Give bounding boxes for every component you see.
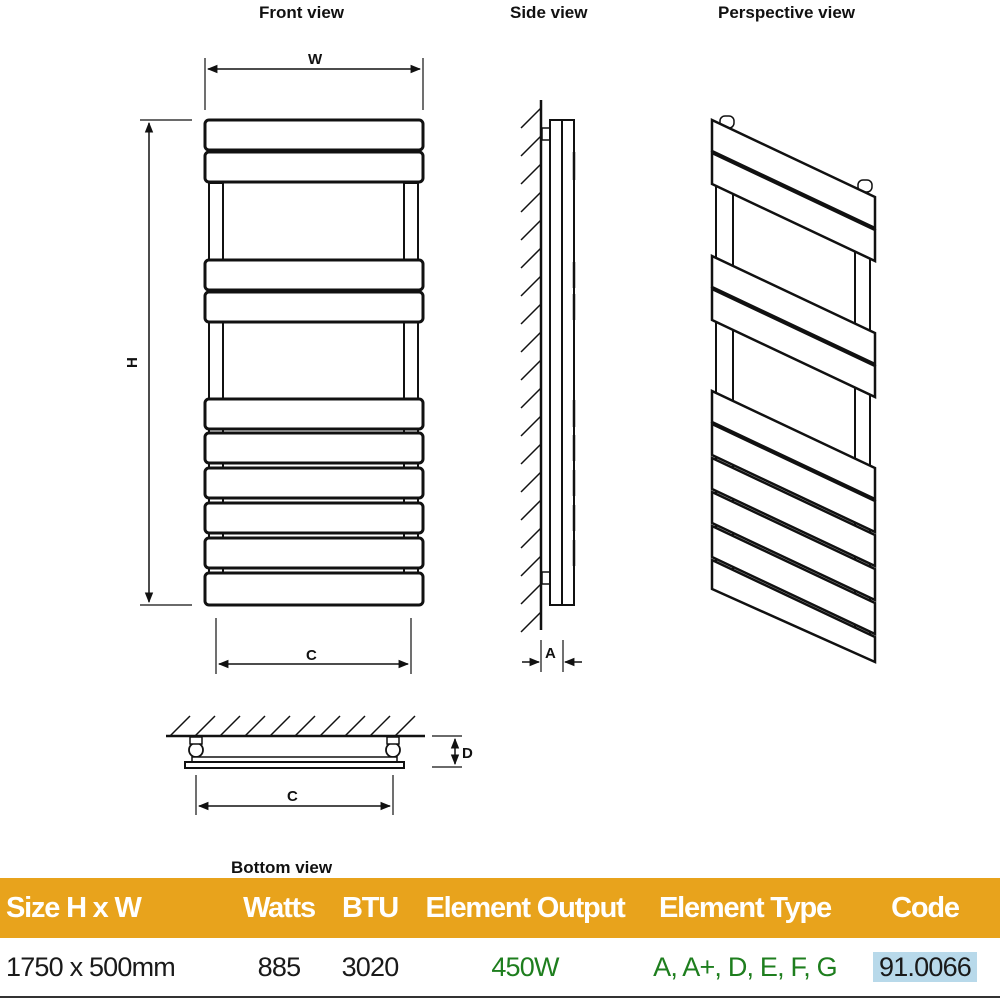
width-label: W [308,51,323,68]
front-view-title: Front view [259,3,345,22]
front-bar [205,152,423,182]
cell-size: 1750 x 500mm [0,938,228,997]
cell-watts: 885 [228,938,330,997]
bottom-centres-label: C [287,788,298,805]
front-bar [205,120,423,150]
cell-btu: 3020 [330,938,410,997]
side-panel [562,120,574,605]
header-code: Code [850,878,1000,938]
front-bar [205,433,423,463]
side-view [521,100,582,672]
perspective-view-title: Perspective view [718,3,856,22]
header-btu: BTU [330,878,410,938]
front-bar [205,503,423,533]
front-bars [205,120,423,605]
bottom-view [166,716,462,815]
bottom-view-title: Bottom view [231,858,333,877]
side-rail [550,120,562,605]
bottom-panel [185,762,404,768]
front-bar [205,538,423,568]
centres-label: C [306,647,317,664]
spec-table [0,878,1000,998]
header-element-type: Element Type [640,878,850,938]
height-label: H [124,357,141,368]
code-value[interactable]: 91.0066 [873,952,977,982]
header-size: Size H x W [0,878,228,938]
table-row [0,938,1000,997]
perspective-view [712,116,875,662]
cell-element-output: 450W [410,938,640,997]
cell-code[interactable] [850,938,1000,997]
front-bar [205,468,423,498]
header-watts: Watts [228,878,330,938]
depth-label: D [462,745,473,762]
front-bar [205,399,423,429]
side-view-title: Side view [510,3,588,22]
cell-element-type: A, A+, D, E, F, G [640,938,850,997]
front-view [140,58,423,674]
front-bar [205,292,423,322]
front-bar [205,573,423,605]
projection-label: A [545,645,556,662]
front-bar [205,260,423,290]
header-element-output: Element Output [410,878,640,938]
table-header-row [0,878,1000,938]
